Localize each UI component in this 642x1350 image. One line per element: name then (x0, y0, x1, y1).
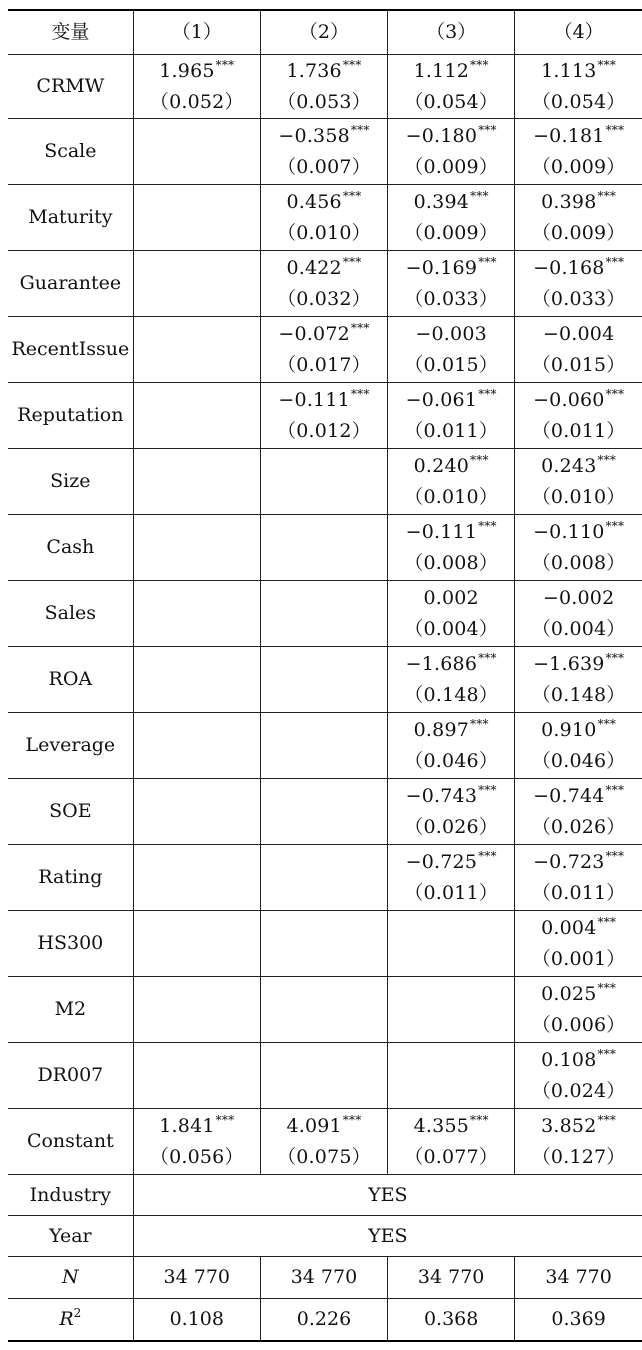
table-row (8, 779, 642, 845)
standard-error: （0.148） (404, 683, 499, 706)
coefficient-cell (133, 119, 260, 185)
fixed-effect-value: YES (133, 1216, 642, 1257)
standard-error: （0.011） (404, 419, 499, 442)
coefficient-cell (515, 383, 642, 449)
coefficient-number: −0.061 (405, 388, 478, 411)
statistic-value: 0.226 (260, 1299, 387, 1342)
significance-stars: *** (605, 848, 625, 863)
coefficient-cell (133, 55, 260, 119)
table-row (8, 977, 642, 1043)
coefficient-cell (388, 1043, 515, 1109)
variable-label: Scale (8, 119, 133, 185)
coefficient-number: −0.072 (278, 322, 350, 345)
header-model-2: （2） (260, 10, 387, 55)
coefficient-number: −1.639 (533, 652, 605, 675)
significance-stars: *** (350, 386, 370, 401)
coefficient-value (134, 56, 260, 87)
coefficient-cell (133, 1043, 260, 1109)
coefficient-value (388, 583, 514, 614)
standard-error: （0.054） (531, 90, 626, 113)
coefficient-number: −0.060 (533, 388, 605, 411)
coefficient-number: −0.180 (405, 124, 478, 147)
standard-error: （0.017） (277, 353, 371, 376)
coefficient-cell (515, 581, 642, 647)
significance-stars: *** (342, 1112, 362, 1127)
coefficient-cell (515, 251, 642, 317)
coefficient-value (515, 913, 642, 944)
coefficient-cell (515, 1043, 642, 1109)
coefficient-cell (133, 251, 260, 317)
variable-label: Size (8, 449, 133, 515)
coefficient-value (388, 319, 514, 350)
coefficient-cell (388, 911, 515, 977)
coefficient-cell (133, 911, 260, 977)
coefficient-value (515, 319, 642, 350)
coefficient-cell (260, 713, 387, 779)
variable-label: Leverage (8, 713, 133, 779)
coefficient-cell (260, 647, 387, 713)
coefficient-number: 0.456 (286, 190, 342, 213)
fixed-effect-row (8, 1175, 642, 1216)
standard-error: （0.052） (149, 90, 244, 113)
coefficient-cell (388, 317, 515, 383)
significance-stars: *** (470, 1112, 489, 1127)
statistic-value: 0.108 (133, 1299, 260, 1342)
significance-stars: *** (605, 782, 625, 797)
standard-error: （0.053） (277, 90, 371, 113)
standard-error: （0.012） (277, 419, 371, 442)
standard-error: （0.046） (531, 749, 626, 772)
coefficient-cell (133, 317, 260, 383)
coefficient-value (261, 319, 387, 350)
coefficient-value (515, 979, 642, 1010)
coefficient-cell (388, 713, 515, 779)
standard-error: （0.024） (531, 1079, 626, 1102)
coefficient-cell (133, 779, 260, 845)
coefficient-value (388, 1111, 514, 1142)
significance-stars: *** (605, 650, 625, 665)
table-row (8, 515, 642, 581)
coefficient-number: 0.002 (423, 586, 479, 609)
significance-stars: *** (470, 57, 489, 72)
coefficient-value (388, 385, 514, 416)
statistic-value: 34 770 (260, 1257, 387, 1299)
coefficient-cell (260, 515, 387, 581)
coefficient-value (388, 56, 514, 87)
coefficient-cell (133, 713, 260, 779)
coefficient-cell (515, 977, 642, 1043)
variable-label: RecentIssue (8, 317, 133, 383)
significance-stars: *** (470, 716, 489, 731)
variable-label: DR007 (8, 1043, 133, 1109)
statistic-row (8, 1299, 642, 1342)
standard-error: （0.007） (277, 155, 371, 178)
coefficient-cell (388, 977, 515, 1043)
standard-error: （0.075） (277, 1145, 371, 1168)
significance-stars: *** (342, 57, 362, 72)
standard-error: （0.008） (531, 551, 626, 574)
coefficient-cell (515, 515, 642, 581)
coefficient-value (515, 56, 642, 87)
coefficient-number: 1.965 (159, 59, 215, 82)
coefficient-number: 3.852 (541, 1114, 597, 1137)
statistic-value: 34 770 (133, 1257, 260, 1299)
standard-error: （0.011） (404, 881, 499, 904)
significance-stars: *** (215, 1112, 235, 1127)
standard-error: （0.032） (277, 287, 371, 310)
coefficient-cell (260, 251, 387, 317)
coefficient-value (261, 56, 387, 87)
statistic-superscript: 2 (73, 1306, 82, 1320)
coefficient-cell (260, 119, 387, 185)
coefficient-number: −1.686 (405, 652, 478, 675)
coefficient-cell (515, 647, 642, 713)
coefficient-number: −0.111 (278, 388, 350, 411)
table-row (8, 713, 642, 779)
standard-error: （0.026） (531, 815, 626, 838)
coefficient-value (515, 781, 642, 812)
coefficient-cell (515, 845, 642, 911)
standard-error: （0.010） (404, 485, 499, 508)
coefficient-cell (133, 383, 260, 449)
coefficient-number: −0.723 (533, 850, 605, 873)
coefficient-value (388, 253, 514, 284)
coefficient-cell (388, 779, 515, 845)
variable-label: Reputation (8, 383, 133, 449)
significance-stars: *** (478, 386, 497, 401)
coefficient-cell (133, 647, 260, 713)
coefficient-cell (260, 977, 387, 1043)
coefficient-cell (260, 1109, 387, 1175)
coefficient-cell (260, 55, 387, 119)
variable-label: Guarantee (8, 251, 133, 317)
standard-error: （0.077） (404, 1145, 499, 1168)
coefficient-value (261, 121, 387, 152)
standard-error: （0.008） (404, 551, 499, 574)
fixed-effect-row (8, 1216, 642, 1257)
standard-error: （0.010） (277, 221, 371, 244)
coefficient-number: 1.736 (286, 59, 342, 82)
standard-error: （0.010） (531, 485, 626, 508)
coefficient-cell (260, 185, 387, 251)
coefficient-value (515, 649, 642, 680)
coefficient-number: −0.744 (533, 784, 605, 807)
variable-label: Sales (8, 581, 133, 647)
coefficient-value (261, 187, 387, 218)
variable-label: Constant (8, 1109, 133, 1175)
header-model-1: （1） (133, 10, 260, 55)
regression-table (8, 9, 642, 1342)
standard-error: （0.009） (404, 155, 499, 178)
statistic-value: 0.368 (388, 1299, 515, 1342)
coefficient-cell (260, 911, 387, 977)
significance-stars: *** (478, 254, 497, 269)
variable-label: HS300 (8, 911, 133, 977)
statistic-label (8, 1299, 133, 1342)
standard-error: （0.015） (404, 353, 499, 376)
coefficient-cell (260, 845, 387, 911)
significance-stars: *** (478, 650, 497, 665)
table-row (8, 449, 642, 515)
fixed-effect-label: Industry (8, 1175, 133, 1216)
coefficient-cell (260, 449, 387, 515)
variable-label: SOE (8, 779, 133, 845)
table-row (8, 1109, 642, 1175)
coefficient-cell (133, 449, 260, 515)
table-row (8, 55, 642, 119)
coefficient-number: −0.743 (405, 784, 478, 807)
coefficient-number: −0.002 (542, 586, 615, 609)
coefficient-cell (515, 1109, 642, 1175)
coefficient-cell (388, 581, 515, 647)
coefficient-number: 4.091 (286, 1114, 342, 1137)
significance-stars: *** (597, 57, 617, 72)
standard-error: （0.009） (531, 221, 626, 244)
coefficient-cell (133, 977, 260, 1043)
standard-error: （0.015） (531, 353, 626, 376)
coefficient-value (388, 451, 514, 482)
significance-stars: *** (478, 518, 497, 533)
coefficient-cell (388, 251, 515, 317)
table-row (8, 185, 642, 251)
standard-error: （0.033） (404, 287, 499, 310)
standard-error: （0.046） (404, 749, 499, 772)
coefficient-value (388, 781, 514, 812)
coefficient-number: −0.111 (405, 520, 478, 543)
significance-stars: *** (597, 716, 617, 731)
coefficient-value (261, 385, 387, 416)
significance-stars: *** (342, 188, 362, 203)
standard-error: （0.127） (531, 1145, 626, 1168)
coefficient-cell (388, 383, 515, 449)
coefficient-cell (515, 713, 642, 779)
coefficient-cell (515, 449, 642, 515)
variable-label: CRMW (8, 55, 133, 119)
table-row (8, 251, 642, 317)
variable-label: Maturity (8, 185, 133, 251)
coefficient-number: −0.169 (405, 256, 478, 279)
significance-stars: *** (478, 848, 497, 863)
standard-error: （0.056） (149, 1145, 244, 1168)
coefficient-number: 0.398 (541, 190, 597, 213)
coefficient-cell (388, 515, 515, 581)
coefficient-cell (388, 845, 515, 911)
coefficient-value (134, 1111, 260, 1142)
coefficient-number: −0.358 (278, 124, 350, 147)
coefficient-number: 0.240 (413, 454, 470, 477)
statistic-value: 34 770 (388, 1257, 515, 1299)
coefficient-value (515, 385, 642, 416)
variable-label: Rating (8, 845, 133, 911)
coefficient-value (515, 517, 642, 548)
significance-stars: *** (350, 122, 370, 137)
variable-label: ROA (8, 647, 133, 713)
significance-stars: *** (597, 1046, 617, 1061)
standard-error: （0.009） (404, 221, 499, 244)
significance-stars: *** (605, 386, 625, 401)
fixed-effect-label: Year (8, 1216, 133, 1257)
significance-stars: *** (470, 188, 489, 203)
coefficient-value (515, 187, 642, 218)
significance-stars: *** (478, 782, 497, 797)
coefficient-number: −0.003 (415, 322, 487, 345)
coefficient-value (388, 121, 514, 152)
coefficient-cell (515, 55, 642, 119)
coefficient-number: −0.110 (533, 520, 605, 543)
coefficient-cell (515, 185, 642, 251)
header-model-3: （3） (388, 10, 515, 55)
standard-error: （0.026） (404, 815, 499, 838)
coefficient-value (515, 715, 642, 746)
table-header-row (8, 10, 642, 55)
standard-error: （0.009） (531, 155, 626, 178)
coefficient-cell (515, 317, 642, 383)
coefficient-value (515, 121, 642, 152)
variable-label: Cash (8, 515, 133, 581)
coefficient-value (388, 649, 514, 680)
coefficient-cell (515, 779, 642, 845)
significance-stars: *** (597, 1112, 617, 1127)
coefficient-number: 0.910 (541, 718, 597, 741)
coefficient-number: 0.422 (286, 256, 342, 279)
coefficient-value (515, 583, 642, 614)
coefficient-number: 0.108 (541, 1048, 597, 1071)
significance-stars: *** (597, 914, 617, 929)
table-row (8, 119, 642, 185)
coefficient-cell (388, 55, 515, 119)
coefficient-number: 1.841 (159, 1114, 215, 1137)
standard-error: （0.006） (531, 1013, 626, 1036)
coefficient-value (515, 1045, 642, 1076)
coefficient-number: 4.355 (413, 1114, 470, 1137)
statistic-value: 34 770 (515, 1257, 642, 1299)
coefficient-cell (133, 515, 260, 581)
regression-table-container (8, 9, 642, 1342)
coefficient-cell (388, 647, 515, 713)
significance-stars: *** (597, 452, 617, 467)
coefficient-number: −0.004 (542, 322, 615, 345)
statistic-name: N (62, 1266, 79, 1288)
table-row (8, 1043, 642, 1109)
coefficient-cell (133, 845, 260, 911)
variable-label: M2 (8, 977, 133, 1043)
statistic-row (8, 1257, 642, 1299)
standard-error: （0.011） (531, 881, 626, 904)
table-row (8, 647, 642, 713)
significance-stars: *** (478, 122, 497, 137)
significance-stars: *** (470, 452, 489, 467)
coefficient-cell (260, 1043, 387, 1109)
table-row (8, 317, 642, 383)
table-body (8, 55, 642, 1342)
significance-stars: *** (350, 320, 370, 335)
coefficient-value (388, 517, 514, 548)
coefficient-number: 0.394 (413, 190, 470, 213)
coefficient-value (388, 187, 514, 218)
coefficient-value (388, 847, 514, 878)
coefficient-value (515, 253, 642, 284)
coefficient-cell (260, 581, 387, 647)
coefficient-value (515, 847, 642, 878)
coefficient-value (515, 1111, 642, 1142)
coefficient-number: −0.181 (533, 124, 605, 147)
significance-stars: *** (597, 188, 617, 203)
coefficient-number: 0.025 (541, 982, 597, 1005)
standard-error: （0.001） (531, 947, 626, 970)
significance-stars: *** (342, 254, 362, 269)
coefficient-cell (388, 1109, 515, 1175)
coefficient-number: 0.243 (541, 454, 597, 477)
significance-stars: *** (215, 57, 235, 72)
standard-error: （0.011） (531, 419, 626, 442)
coefficient-cell (133, 581, 260, 647)
coefficient-number: 1.113 (541, 59, 597, 82)
significance-stars: *** (605, 518, 625, 533)
coefficient-number: −0.725 (405, 850, 478, 873)
coefficient-cell (515, 911, 642, 977)
coefficient-cell (515, 119, 642, 185)
statistic-name: R (59, 1308, 74, 1330)
significance-stars: *** (605, 254, 625, 269)
coefficient-cell (133, 1109, 260, 1175)
coefficient-cell (388, 119, 515, 185)
table-row (8, 383, 642, 449)
coefficient-cell (388, 449, 515, 515)
coefficient-cell (260, 383, 387, 449)
significance-stars: *** (597, 980, 617, 995)
coefficient-number: 0.004 (541, 916, 597, 939)
statistic-value: 0.369 (515, 1299, 642, 1342)
standard-error: （0.033） (531, 287, 626, 310)
standard-error: （0.054） (404, 90, 499, 113)
table-row (8, 581, 642, 647)
coefficient-value (515, 451, 642, 482)
fixed-effect-value: YES (133, 1175, 642, 1216)
coefficient-number: 0.897 (413, 718, 470, 741)
coefficient-value (388, 715, 514, 746)
statistic-label (8, 1257, 133, 1299)
table-row (8, 911, 642, 977)
table-row (8, 845, 642, 911)
significance-stars: *** (605, 122, 625, 137)
coefficient-value (261, 253, 387, 284)
coefficient-cell (388, 185, 515, 251)
coefficient-cell (260, 317, 387, 383)
coefficient-value (261, 1111, 387, 1142)
coefficient-number: 1.112 (413, 59, 470, 82)
coefficient-cell (260, 779, 387, 845)
standard-error: （0.148） (531, 683, 626, 706)
coefficient-cell (133, 185, 260, 251)
coefficient-number: −0.168 (533, 256, 605, 279)
header-variable: 变量 (8, 10, 133, 55)
header-model-4: （4） (515, 10, 642, 55)
standard-error: （0.004） (531, 617, 626, 640)
standard-error: （0.004） (404, 617, 499, 640)
